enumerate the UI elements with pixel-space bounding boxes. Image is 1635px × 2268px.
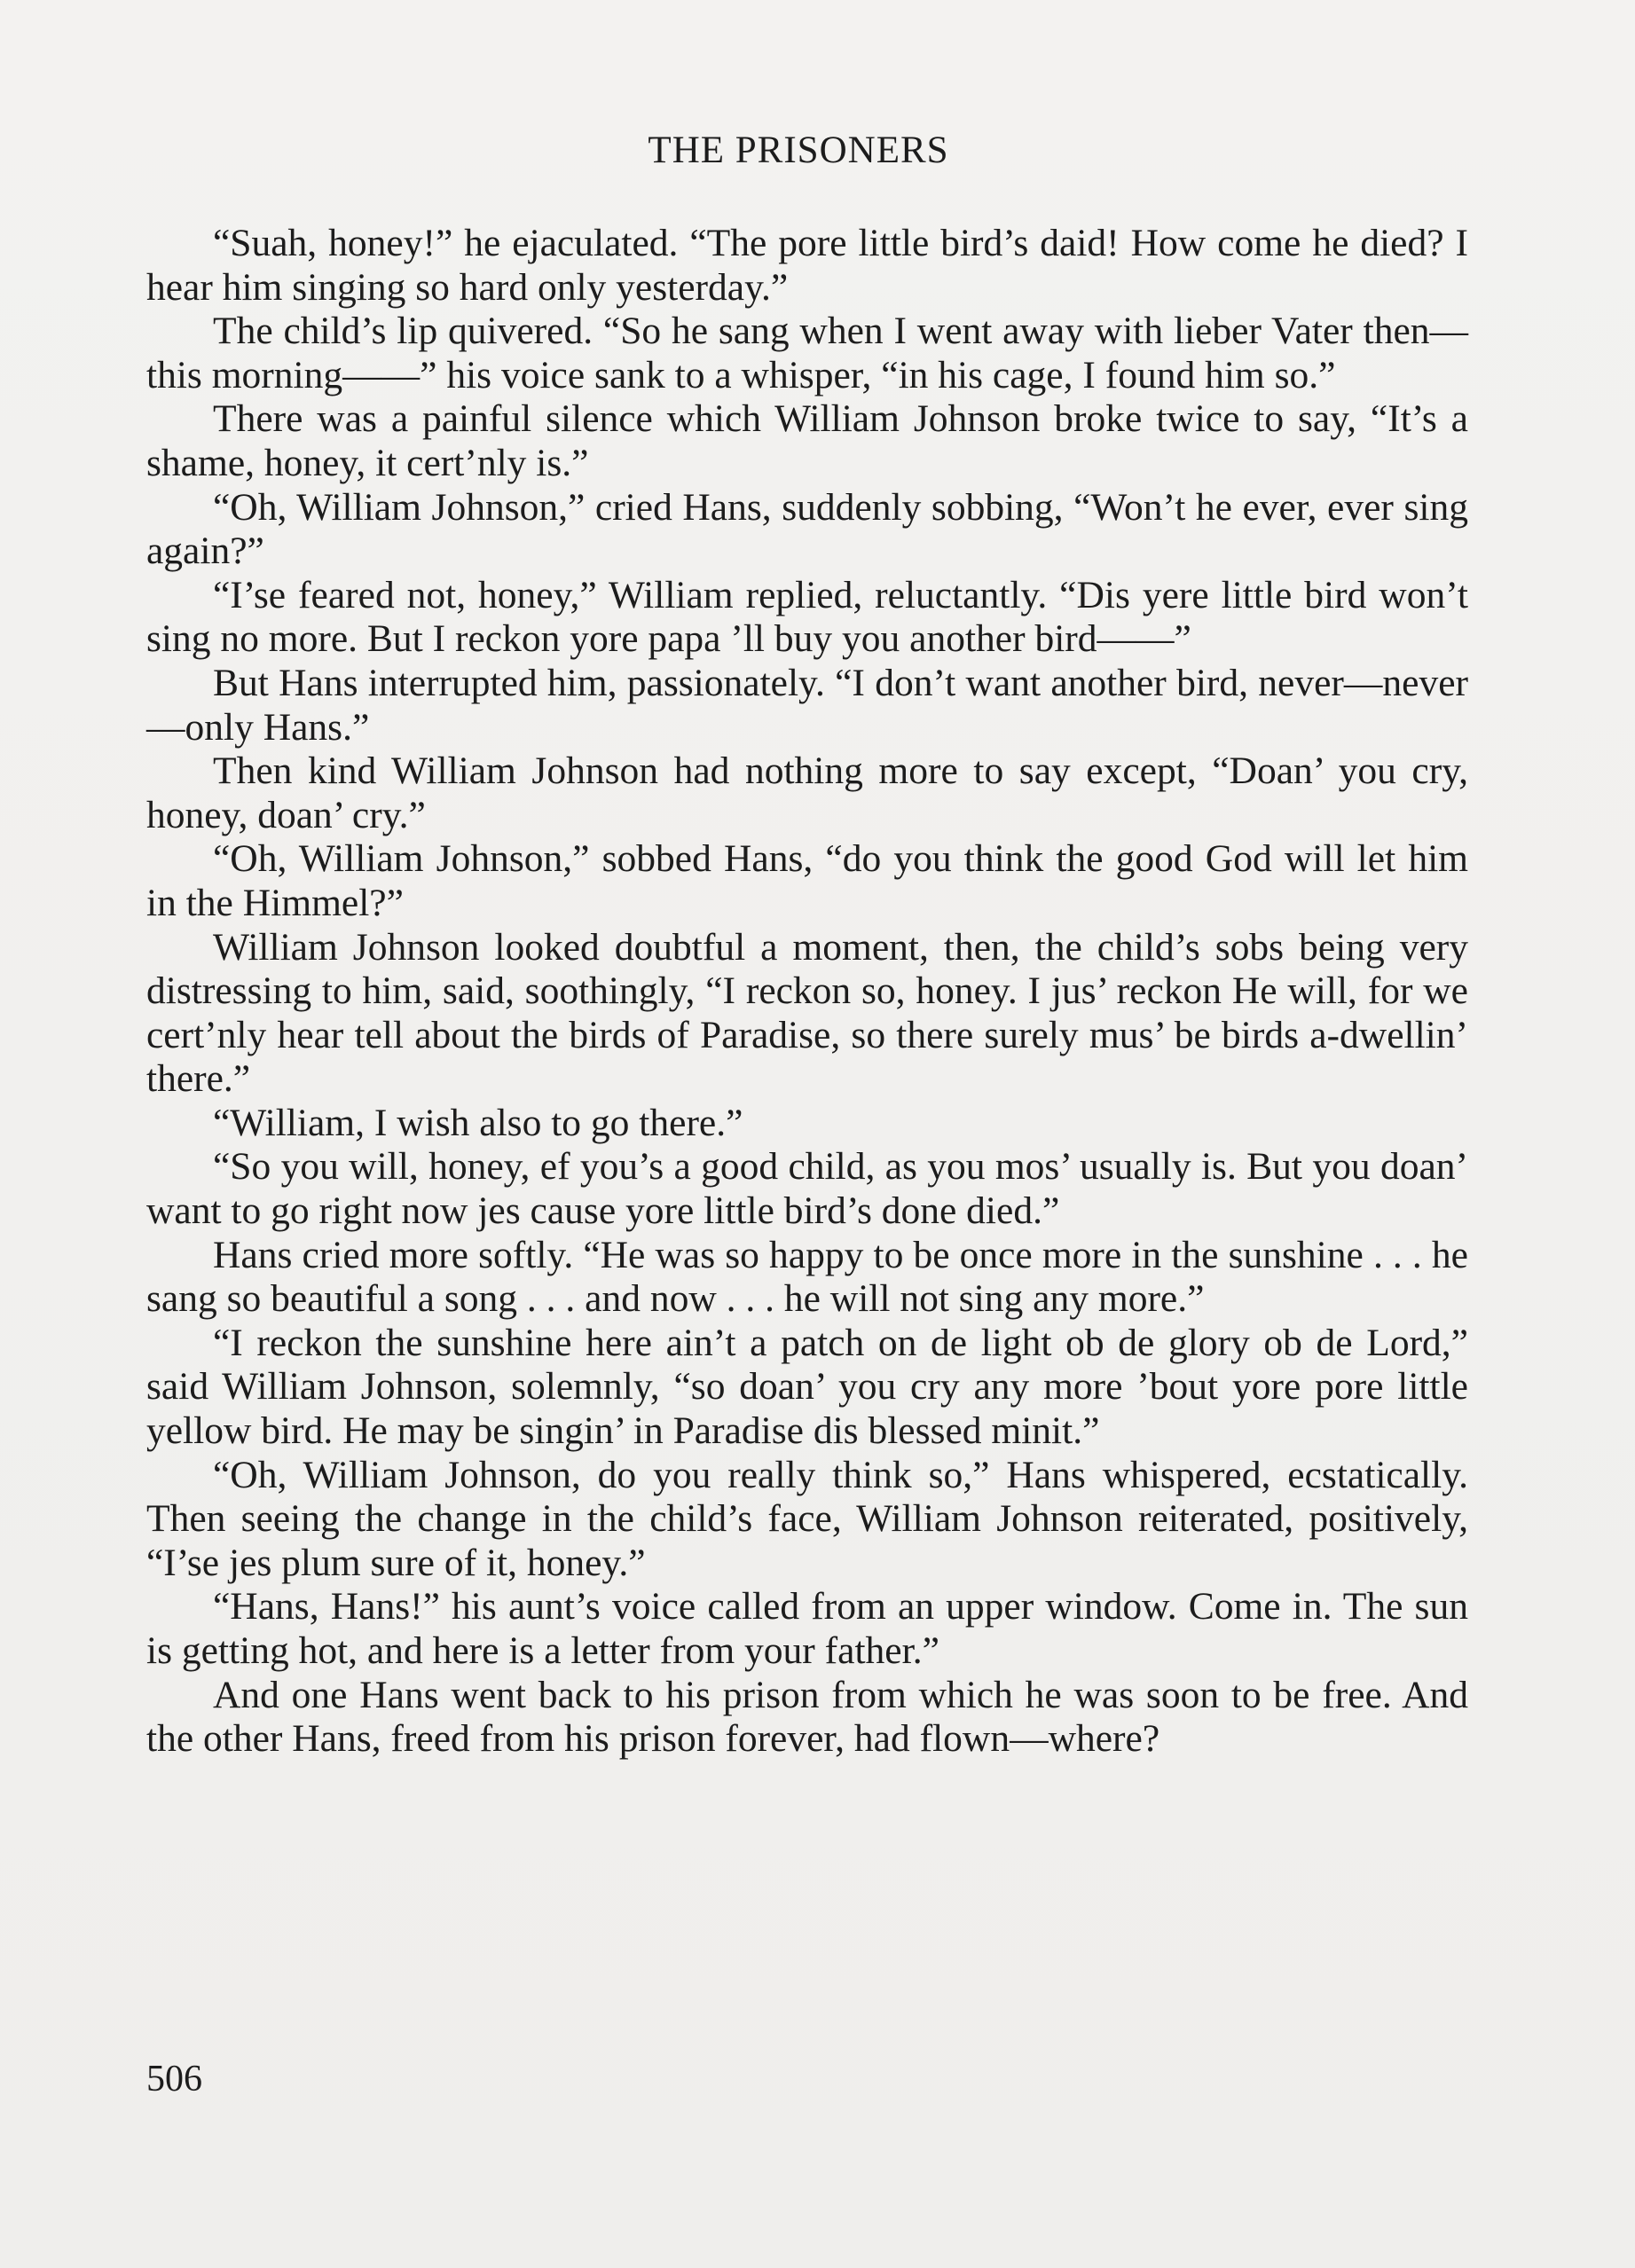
- body-text: [146, 222, 1468, 1762]
- paragraph: Hans cried more softly. “He was so happy to be once more in the sunshine . . . he sang so beautiful a song . . . and now . . . he will not sing any more.”: [146, 1233, 1468, 1321]
- paragraph: “Suah, honey!” he ejaculated. “The pore little bird’s daid! How come he died? I hear him singing so hard only yesterday.”: [146, 222, 1468, 309]
- paragraph: William Johnson looked doubtful a moment, then, the child’s sobs being very distressing to him, said, soothingly, “I reckon so, honey. I jus’ reckon He will, for we cert’nly hear tell about the birds of Paradise, so there surely mus’ be birds a-dwellin’ there.”: [146, 925, 1468, 1101]
- paragraph: “I’se feared not, honey,” William replied, reluctantly. “Dis yere little bird won’t sing no more. But I reckon yore papa ’ll buy you another bird——”: [146, 573, 1468, 661]
- running-title: THE PRISONERS: [648, 129, 949, 171]
- paragraph: Then kind William Johnson had nothing more to say except, “Doan’ you cry, honey, doan’ cry.”: [146, 749, 1468, 836]
- paragraph: The child’s lip quivered. “So he sang when I went away with lieber Vater then—this morning——” his voice sank to a whisper, “in his cage, I found him so.”: [146, 310, 1468, 396]
- paragraph: There was a painful silence which William Johnson broke twice to say, “It’s a shame, honey, it cert’nly is.”: [146, 397, 1468, 484]
- paragraph: But Hans interrupted him, passionately. “I don’t want another bird, never—never—only Hans.”: [146, 661, 1468, 749]
- paragraph: “Oh, William Johnson, do you really think so,” Hans whispered, ecstatically. Then seeing the change in the child’s face, William Johnson reiterated, positively, “I’se jes plum sure of it, honey.”: [146, 1453, 1468, 1584]
- paragraph: “Oh, William Johnson,” sobbed Hans, “do you think the good God will let him in the Himmel?”: [146, 837, 1468, 924]
- paragraph: “So you will, honey, ef you’s a good child, as you mos’ usually is. But you doan’ want to go right now jes cause yore little bird’s done died.”: [146, 1145, 1468, 1233]
- paragraph: “I reckon the sunshine here ain’t a patch on de light ob de glory ob de Lord,” said William Johnson, solemnly, “so doan’ you cry any more ’bout yore pore little yellow bird. He may be singin’ in Paradise dis blessed minit.”: [146, 1321, 1468, 1453]
- paragraph: “William, I wish also to go there.”: [213, 1101, 743, 1144]
- page-number: 506: [146, 2059, 202, 2099]
- paragraph: And one Hans went back to his prison from which he was soon to be free. And the other Hans, freed from his prison forever, had flown—where?: [146, 1673, 1468, 1761]
- paragraph: “Hans, Hans!” his aunt’s voice called from an upper window. Come in. The sun is getting hot, and here is a letter from your father.”: [146, 1585, 1468, 1672]
- paragraph: “Oh, William Johnson,” cried Hans, suddenly sobbing, “Won’t he ever, ever sing again?”: [146, 485, 1468, 573]
